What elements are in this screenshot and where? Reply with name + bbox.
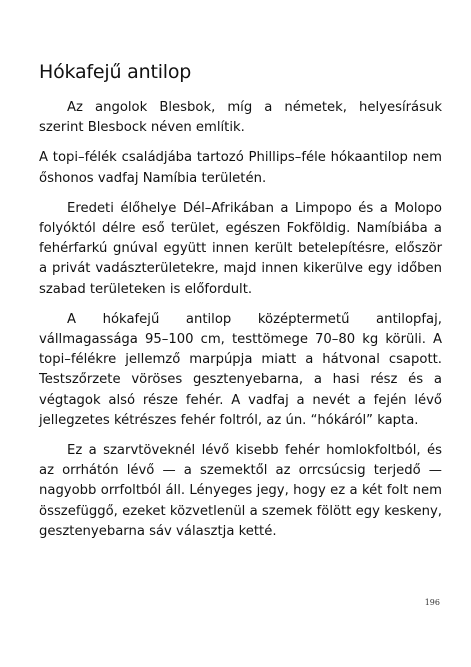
paragraph-3: Eredeti élőhelye Dél–Afrikában a Limpopo és a Molopo folyóktól délre eső terület, egészen Fokföldig. Namíbiába a fehérfarkú gnúval együtt innen került betelepítésre, először a privát vadászterületekre, majd innen kikerülve egy időben szabad területeken is előfordult.: [39, 200, 442, 297]
paragraph-2: A topi–félék családjába tartozó Phillips–féle hókaantilop nem őshonos vadfaj Namíbia területén.: [39, 150, 442, 186]
page-title: Hókafejű antilop: [39, 61, 192, 83]
paragraph-5: Ez a szarvtöveknél lévő kisebb fehér homlokfoltból, és az orrhátón lévő — a szemektől az orrcsúcsig terjedő — nagyobb orrfoltból áll. Lényeges jegy, hogy ez a két folt nem összefüggő, ezeket közvetlenül a szemek fölött egy keskeny, gesztenyebarna sáv választja ketté.: [39, 443, 442, 539]
paragraph-1: Az angolok Blesbok, míg a németek, helyesírásuk szerint Blesbock néven említik.: [39, 100, 442, 136]
paragraph-4: A hókafejű antilop középtermetű antilopfaj, vállmagassága 95–100 cm, testtömege 70–80 kg körüli. A topi–félékre jellemző marpúpja miatt a hátvonal csapott. Testszőrzete vöröses gesztenyebarna, a hasi rész és a végtagok alsó része fehér. A vadfaj a nevét a fején lévő jellegzetes kétrészes fehér foltról, az ún. “hókáról” kapta.: [39, 311, 442, 428]
page-number: 196: [424, 598, 440, 607]
body-text: [39, 98, 442, 552]
